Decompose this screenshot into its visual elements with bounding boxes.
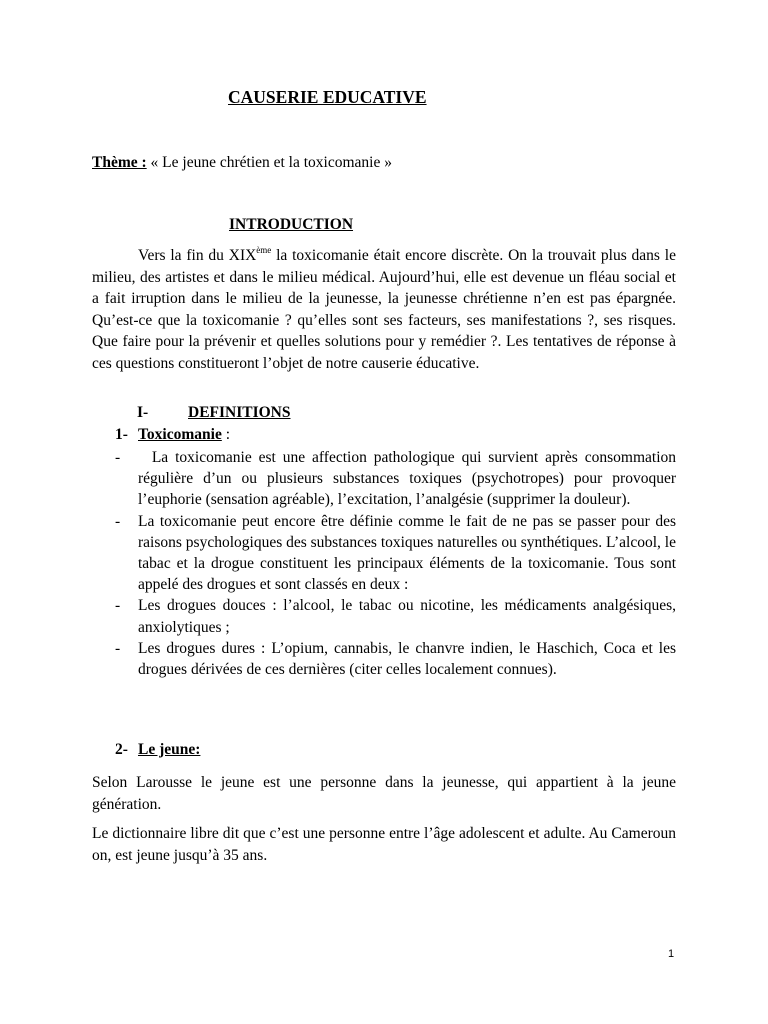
bullet-text: Les drogues dures : L’opium, cannabis, le chanvre indien, le Haschich, Coca et les drogues dérivées de ces dernières (citer celles localement connues). <box>138 639 676 679</box>
bullet-text: La toxicomanie est une affection pathologique qui survient après consommation régulière d’un ou plusieurs substances toxiques (psychotropes) pour provoquer l’euphorie (sensation agréable), l’excitation, l’analgésie (supprimer la douleur). <box>138 449 680 509</box>
section-definitions-heading <box>137 404 291 422</box>
bullet-dash: - <box>115 449 121 466</box>
bullet-dash: - <box>115 512 121 530</box>
intro-text-rest: la toxicomanie était encore discrète. On la trouvait plus dans le milieu, des artistes et dans le milieu médical. Aujourd’hui, elle est devenue un fléau social et a fait irruption dans le milieu de la jeunesse, la jeunesse chrétienne n’en est pas épargnée. Qu’est-ce que la toxicomanie ? qu’elles sont ses facteurs, ses manifestations ?, ses risques. Que faire pour la prévenir et quelles solutions pour y remédier ?. Les tentatives de réponse à ces questions constitueront l’objet de notre causerie éducative. <box>92 247 676 372</box>
list-item <box>115 511 676 596</box>
subsection-suffix: : <box>221 426 231 443</box>
subsection-toxicomanie-heading <box>115 426 230 444</box>
bullet-text: Les drogues douces : l’alcool, le tabac ou nicotine, les médicaments analgésiques, anxiolytiques ; <box>138 597 676 636</box>
larousse-definition-paragraph: Selon Larousse le jeune est une personne dans la jeunesse, qui appartient à la jeune génération. <box>92 774 676 813</box>
subsection-label: Le jeune: <box>138 741 201 758</box>
subsection-number: 2- <box>115 741 128 758</box>
list-item <box>115 638 676 680</box>
bullet-dash: - <box>115 597 121 615</box>
section-label: DEFINITIONS <box>188 404 291 421</box>
page-number: 1 <box>668 948 675 960</box>
subsection-number: 1- <box>115 426 128 443</box>
definition-bullet-list <box>115 447 680 680</box>
theme-text: « Le jeune chrétien et la toxicomanie » <box>150 154 392 171</box>
bullet-text: La toxicomanie peut encore être définie comme le fait de ne pas se passer pour des raisons psychologiques des substances toxiques naturelles ou synthétiques. L’alcool, le tabac et la drogue constituent les principaux éléments de la toxicomanie. Tous sont appelé des drogues et sont classés en deux : <box>138 512 676 594</box>
bullet-dash: - <box>115 639 121 657</box>
intro-superscript: ème <box>256 245 272 255</box>
subsection-label: Toxicomanie <box>138 426 222 443</box>
theme-line <box>92 154 392 172</box>
list-item <box>115 447 680 511</box>
list-item <box>115 595 676 637</box>
theme-label: Thème : <box>92 154 147 171</box>
introduction-heading: INTRODUCTION <box>229 216 354 233</box>
dictionary-definition-paragraph: Le dictionnaire libre dit que c’est une personne entre l’âge adolescent et adulte. Au Cameroun on, est jeune jusqu’à 35 ans. <box>92 825 676 864</box>
subsection-le-jeune-heading <box>115 741 200 759</box>
section-number: I- <box>137 404 149 421</box>
intro-text-start: Vers la fin du XIX <box>138 247 257 264</box>
document-title: CAUSERIE EDUCATIVE <box>228 87 427 107</box>
introduction-paragraph <box>92 245 676 374</box>
